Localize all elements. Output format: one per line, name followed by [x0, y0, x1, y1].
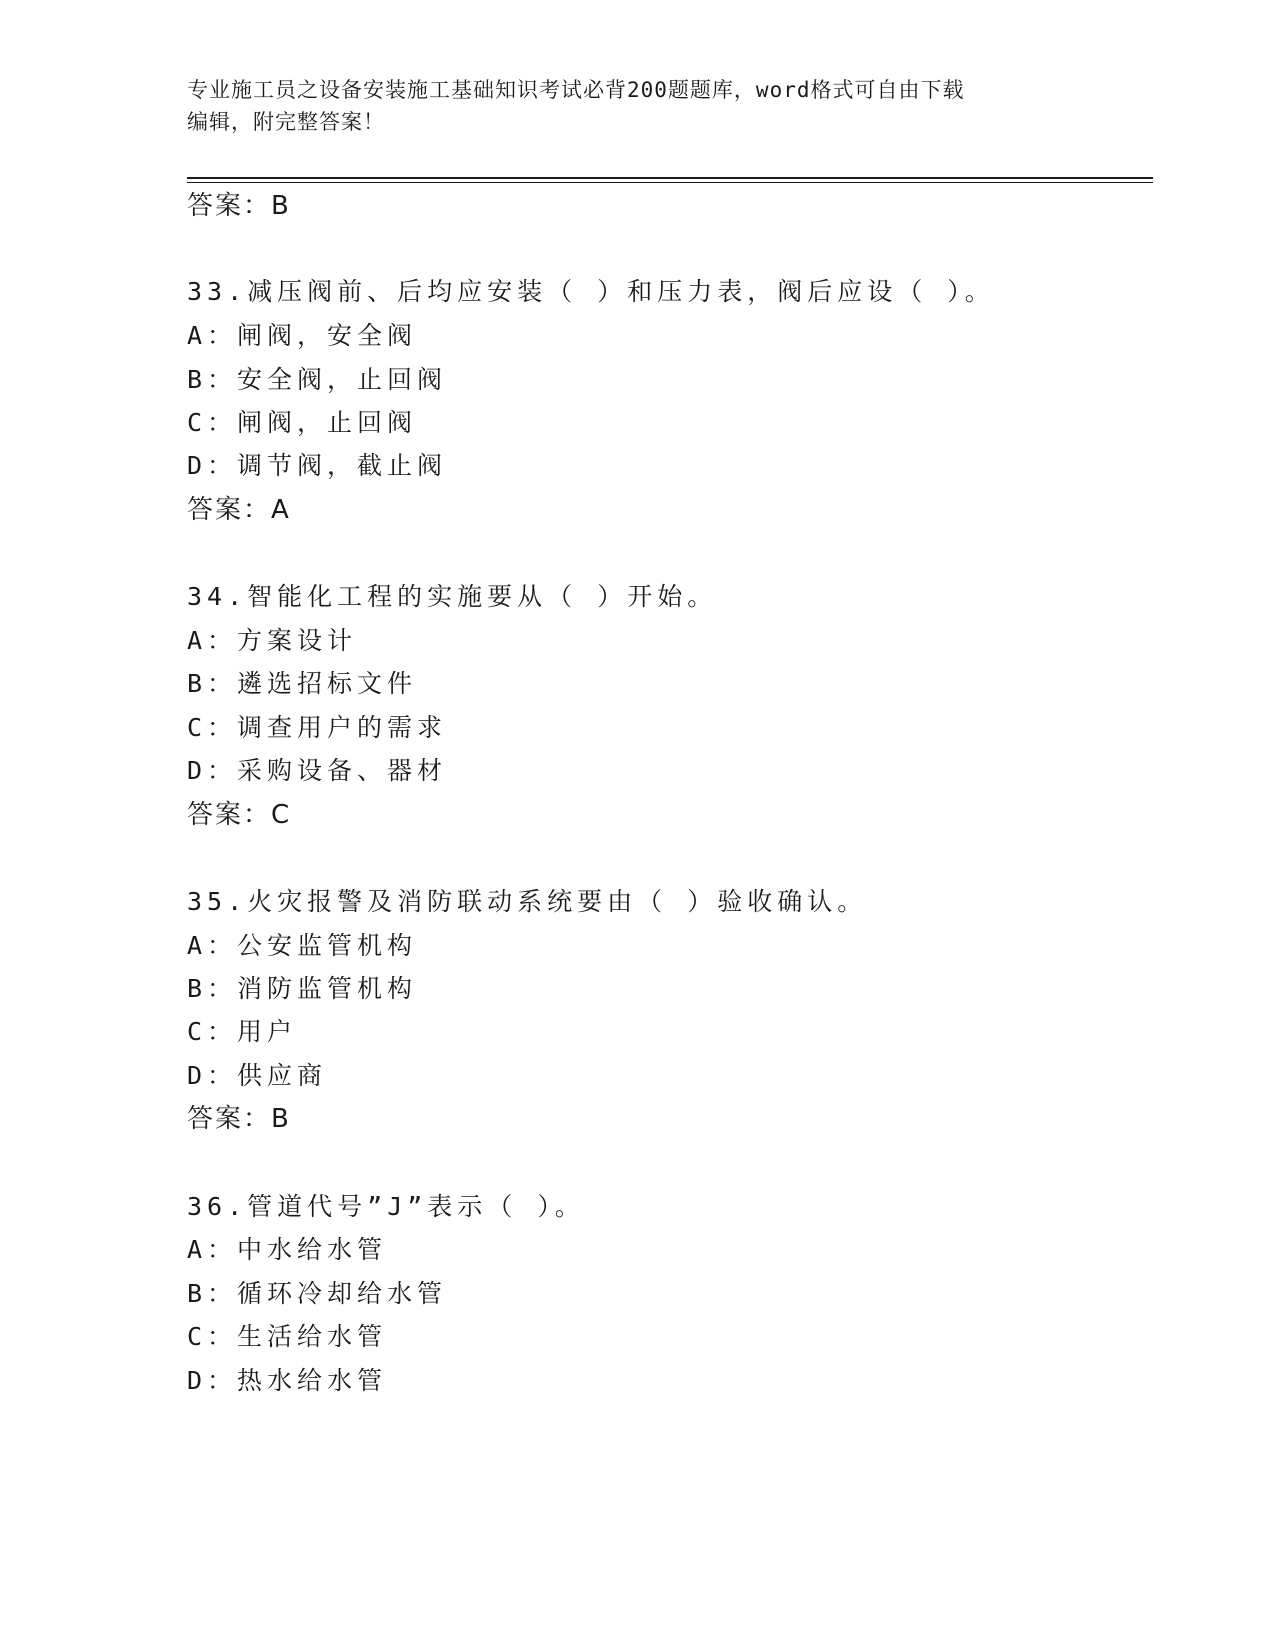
question-35-option-a: A：公安监管机构 — [187, 931, 418, 960]
question-34-option-c: C：调查用户的需求 — [187, 713, 448, 742]
question-36-option-a: A：中水给水管 — [187, 1235, 388, 1264]
question-34-answer: 答案：C — [187, 800, 292, 830]
question-34-stem: 34.智能化工程的实施要从（ ）开始。 — [187, 582, 718, 611]
question-35-stem: 35.火灾报警及消防联动系统要由（ ）验收确认。 — [187, 887, 868, 916]
previous-answer: 答案：B — [187, 191, 291, 221]
question-34-option-b: B：遴选招标文件 — [187, 669, 418, 698]
question-34-option-a: A：方案设计 — [187, 626, 358, 655]
question-36-option-b: B：循环冷却给水管 — [187, 1279, 448, 1308]
question-35-option-c: C：用户 — [187, 1017, 298, 1046]
question-36-option-c: C：生活给水管 — [187, 1322, 388, 1351]
question-34-option-d: D：采购设备、器材 — [187, 756, 448, 785]
question-33-answer: 答案：A — [187, 495, 291, 525]
question-36-option-d: D：热水给水管 — [187, 1366, 388, 1395]
header-divider-thick — [187, 177, 1153, 179]
question-36-stem: 36.管道代号”J”表示（ ）。 — [187, 1192, 585, 1221]
question-33-stem: 33.减压阀前、后均应安装（ ）和压力表，阀后应设（ ）。 — [187, 277, 995, 306]
header-line-2: 编辑，附完整答案！ — [187, 110, 385, 134]
header-line-1: 专业施工员之设备安装施工基础知识考试必背200题题库，word格式可自由下载 — [187, 78, 965, 102]
question-35-option-d: D：供应商 — [187, 1061, 328, 1090]
question-35-answer: 答案：B — [187, 1104, 291, 1134]
question-33-option-c: C：闸阀，止回阀 — [187, 408, 418, 437]
document-header — [187, 74, 1067, 138]
question-33-option-b: B：安全阀，止回阀 — [187, 365, 448, 394]
question-33-option-a: A：闸阀，安全阀 — [187, 321, 418, 350]
question-35-option-b: B：消防监管机构 — [187, 974, 418, 1003]
question-33-option-d: D：调节阀，截止阀 — [187, 451, 448, 480]
header-divider-thin — [187, 182, 1153, 183]
